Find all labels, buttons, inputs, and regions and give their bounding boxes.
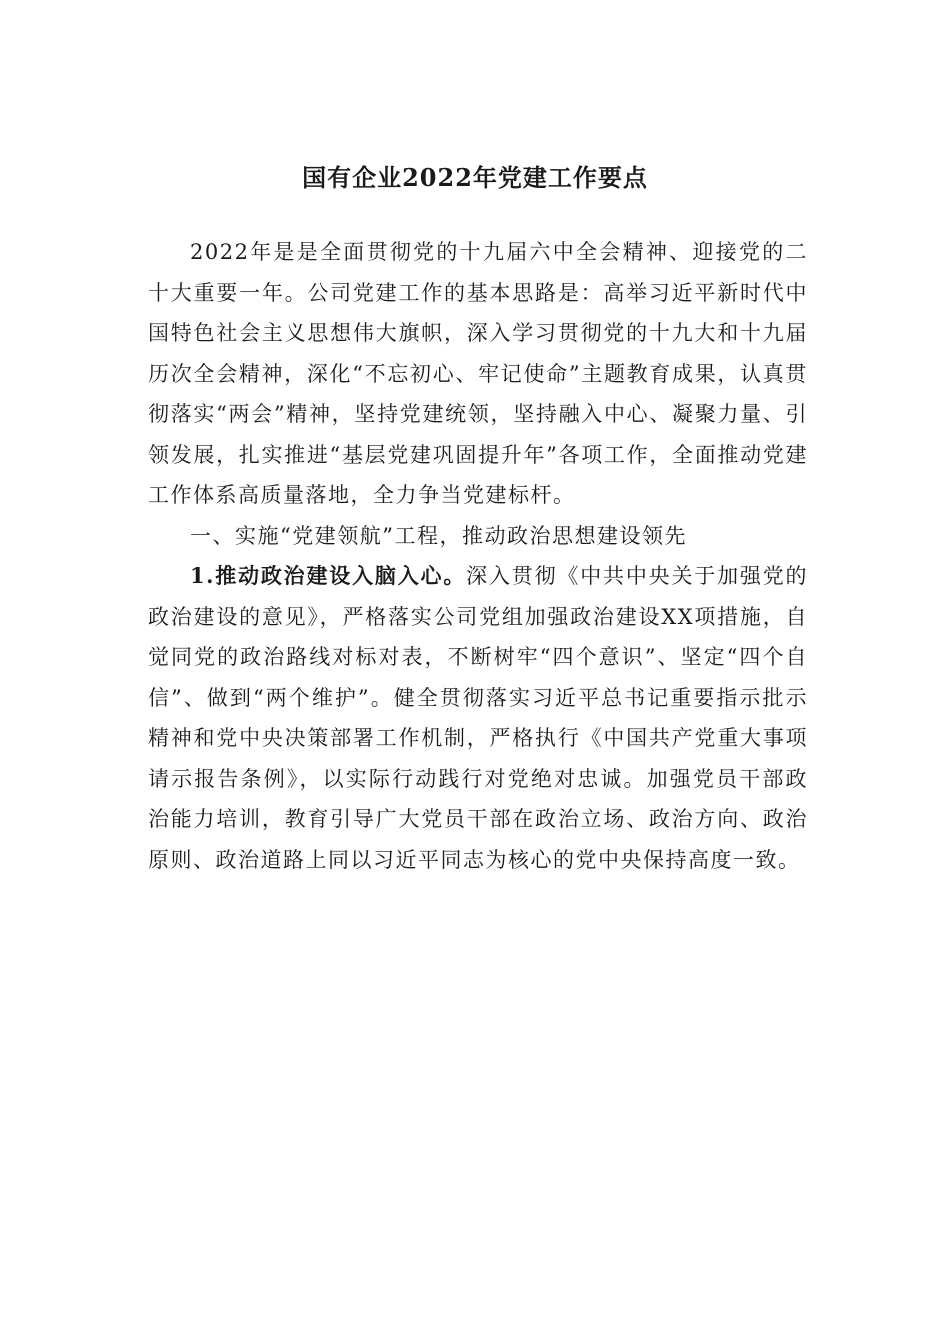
document-title: 国有企业2022年党建工作要点 <box>302 163 648 192</box>
item-lead: 1.推动政治建设入脑入心。 <box>190 563 467 588</box>
item-paragraph <box>148 556 808 880</box>
document-body <box>148 232 808 880</box>
section-heading: 一、实施“党建领航”工程，推动政治思想建设领先 <box>190 523 687 548</box>
item-body: 深入贯彻《中共中央关于加强党的政治建设的意见》，严格落实公司党组加强政治建设XX项措施，自觉同党的政治路线对标对表，不断树牢“四个意识”、坚定“四个自信”、做到“两个维护”。健全贯彻落实习近平总书记重要指示批示精神和党中央决策部署工作机制，严格执行《中国共产党重大事项请示报告条例》，以实际行动践行对党绝对忠诚。加强党员干部政治能力培训，教育引导广大党员干部在政治立场、政治方向、政治原则、政治道路上同以习近平同志为核心的党中央保持高度一致。 <box>148 564 809 872</box>
intro-paragraph: 2022年是是全面贯彻党的十九届六中全会精神、迎接党的二十大重要一年。公司党建工作的基本思路是：高举习近平新时代中国特色社会主义思想伟大旗帜，深入学习贯彻党的十九大和十九届历次全会精神，深化“不忘初心、牢记使命”主题教育成果，认真贯彻落实“两会”精神，坚持党建统领，坚持融入中心、凝聚力量、引领发展，扎实推进“基层党建巩固提升年”各项工作，全面推动党建工作体系高质量落地，全力争当党建标杆。 <box>148 240 808 507</box>
